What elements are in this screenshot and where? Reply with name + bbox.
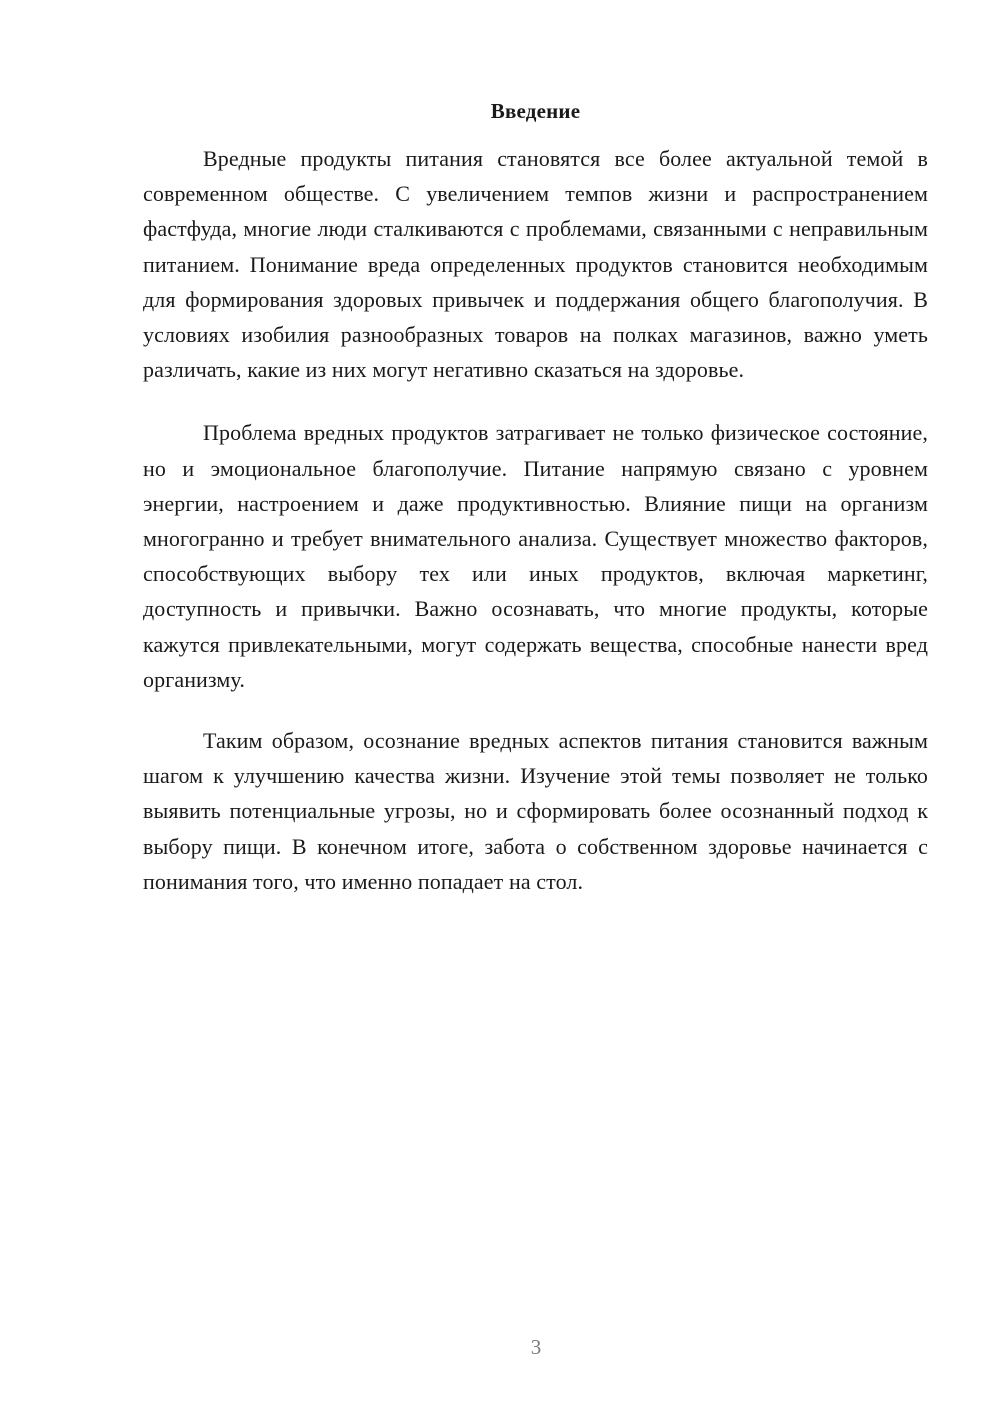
section-heading: Введение: [490, 99, 581, 123]
paragraph-intro: Вредные продукты питания становятся все более актуальной темой в современном обществе. С увеличением темпов жизни и распространением фастфуда, многие люди сталкиваются с проблемами, связанными с неправильным питанием. Понимание вреда определенных продуктов становится необходимым для формирования здоровых привычек и поддержания общего благополучия. В условиях изобилия разнообразных товаров на полках магазинов, важно уметь различать, какие из них могут негативно сказаться на здоровье.: [143, 146, 928, 383]
paragraph-problem: Проблема вредных продуктов затрагивает не только физическое состояние, но и эмоциональное благополучие. Питание напрямую связано с уровнем энергии, настроением и даже продуктивностью. Влияние пищи на организм многогранно и требует внимательного анализа. Существует множество факторов, способствующих выбору тех или иных продуктов, включая маркетинг, доступность и привычки. Важно осознавать, что многие продукты, которые кажутся привлекательными, могут содержать вещества, способные нанести вред организму.: [143, 420, 928, 692]
paragraph-conclusion: Таким образом, осознание вредных аспектов питания становится важным шагом к улучшению качества жизни. Изучение этой темы позволяет не только выявить потенциальные угрозы, но и сформировать более осознанный подход к выбору пищи. В конечном итоге, забота о собственном здоровье начинается с понимания того, что именно попадает на стол.: [143, 728, 928, 894]
page-number: 3: [530, 1335, 542, 1359]
page-content: [143, 96, 928, 899]
